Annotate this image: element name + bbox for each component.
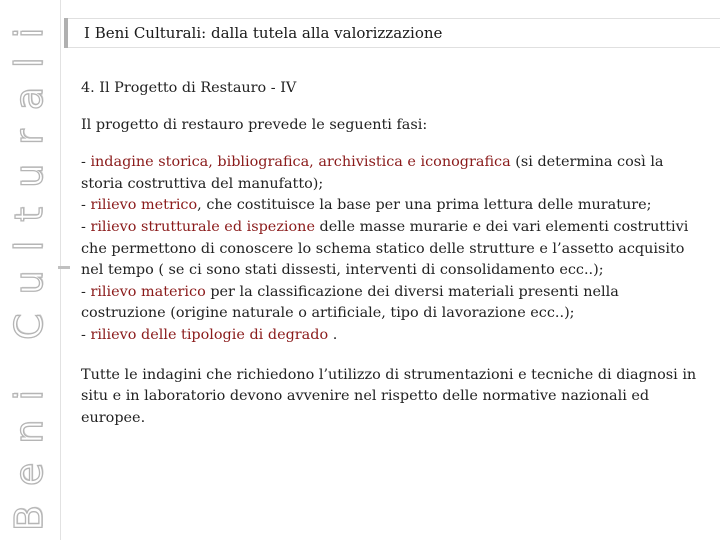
phase-bullet: - (81, 283, 91, 300)
phase-highlight: rilievo strutturale ed ispezione (90, 218, 315, 235)
intro-text: Il progetto di restauro prevede le seguenti fasi: (81, 116, 428, 133)
section-title: 4. Il Progetto di Restauro - IV (81, 80, 297, 96)
phase-item (81, 282, 706, 325)
phase-item (81, 217, 706, 282)
vertical-divider (60, 0, 61, 540)
closing-text: Tutte le indagini che richiedono l’utilizzo di strumentazioni e tecniche di diagnosi in situ e in laboratorio devono avvenire nel rispetto delle normative nazionali ed europee. (81, 366, 697, 426)
phase-highlight: rilievo metrico (90, 197, 198, 214)
header-accent (64, 18, 68, 48)
phase-item (81, 152, 706, 195)
phase-highlight: rilievo delle tipologie di degrado (90, 326, 329, 343)
vertical-title-text: Beni Culturali (7, 8, 52, 532)
phase-text: . (328, 326, 338, 343)
phase-highlight: rilievo materico (90, 283, 206, 300)
phase-list (81, 152, 706, 346)
left-sidebar (0, 0, 58, 540)
phase-bullet: - (81, 326, 91, 343)
vertical-title (4, 0, 54, 540)
slide-content (81, 78, 706, 429)
phase-text: per la classificazione dei diversi materiali presenti nella costruzione (origine naturale o artificiale, tipo di lavorazione ecc..); (81, 283, 619, 322)
phase-bullet: - (81, 197, 91, 214)
phase-item (81, 195, 706, 217)
phase-highlight: indagine storica, bibliografica, archivistica e iconografica (90, 154, 511, 171)
side-marker (58, 266, 70, 269)
phase-bullet: - (81, 154, 91, 171)
phase-text: , che costituisce la base per una prima lettura delle murature; (197, 197, 652, 214)
phase-bullet: - (81, 218, 91, 235)
header-title: I Beni Culturali: dalla tutela alla valorizzazione (84, 24, 443, 42)
phase-item (81, 325, 706, 347)
phase-text: delle masse murarie e dei vari elementi costruttivi che permettono di conoscere lo schema statico delle strutture e l’assetto acquisito nel tempo ( se ci sono stati dissesti, interventi di consolidamento ecc..); (81, 218, 689, 279)
phase-text: (si determina così la storia costruttiva del manufatto); (81, 154, 664, 192)
